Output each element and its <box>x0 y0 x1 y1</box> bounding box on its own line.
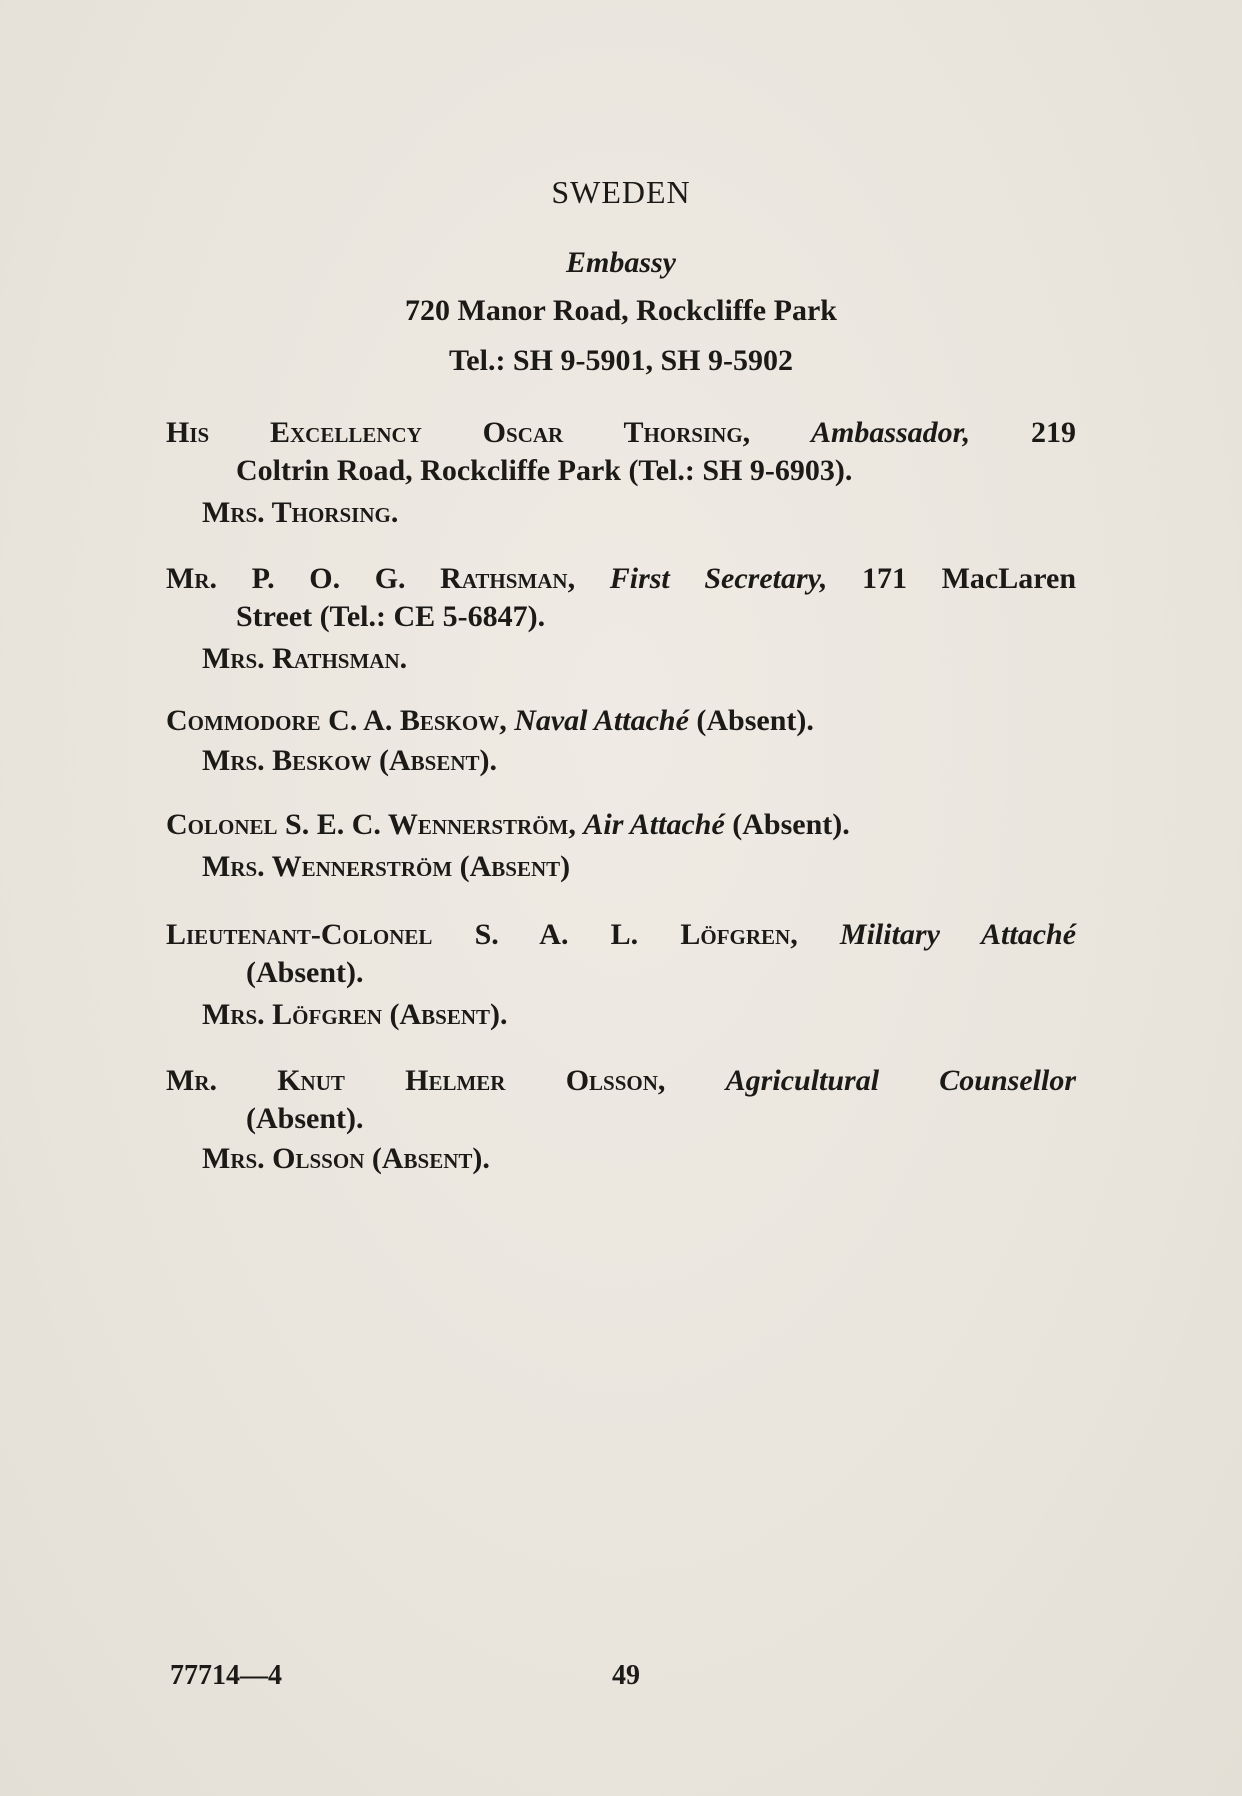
entry-line-2: (Absent). <box>246 1102 364 1135</box>
staff-entry <box>166 414 1076 490</box>
staff-entry <box>166 560 1076 636</box>
person-title: Military Attaché <box>839 918 1077 951</box>
staff-entry <box>166 1062 1076 1138</box>
person-title: Air Attaché <box>583 808 725 841</box>
staff-entry <box>166 916 1076 992</box>
entry-line-1 <box>166 414 1076 452</box>
spouse-entry: Mrs. Beskow (Absent). <box>202 744 498 777</box>
entry-line-1 <box>166 560 1076 598</box>
spouse-entry: Mrs. Rathsman. <box>202 642 408 675</box>
person-title: Ambassador, <box>810 416 971 449</box>
spouse-entry: Mrs. Olsson (Absent). <box>202 1142 490 1175</box>
spouse-entry: Mrs. Löfgren (Absent). <box>202 998 508 1031</box>
page-number: 49 <box>612 1660 640 1691</box>
embassy-address: 720 Manor Road, Rockcliffe Park <box>405 294 837 327</box>
person-title: Agricultural Counsellor <box>725 1064 1077 1097</box>
person-title: Naval Attaché <box>514 704 689 737</box>
entry-status: (Absent). <box>732 808 850 841</box>
entry-status: (Absent). <box>696 704 814 737</box>
embassy-telephone: Tel.: SH 9-5901, SH 9-5902 <box>449 344 793 377</box>
entry-line-2: Coltrin Road, Rockcliffe Park (Tel.: SH 9-6903). <box>236 454 853 487</box>
mission-type: Embassy <box>565 246 676 279</box>
person-name: Mr. P. O. G. Rathsman, <box>166 562 576 595</box>
entry-line-2: (Absent). <box>246 956 364 989</box>
spouse-entry: Mrs. Thorsing. <box>202 496 399 529</box>
person-name: Commodore C. A. Beskow, <box>166 704 507 737</box>
entry-line-2: Street (Tel.: CE 5-6847). <box>236 600 546 633</box>
entry-line-1 <box>166 916 1076 954</box>
staff-entry <box>166 806 1076 844</box>
print-code: 77714—4 <box>170 1660 282 1691</box>
entry-address-start: 171 MacLaren <box>861 562 1077 595</box>
person-name: His Excellency Oscar Thorsing, <box>166 416 751 449</box>
entry-line-1 <box>166 704 814 737</box>
entry-line-1 <box>166 1062 1076 1100</box>
country-heading: SWEDEN <box>551 174 691 210</box>
person-name: Mr. Knut Helmer Olsson, <box>166 1064 666 1097</box>
person-name: Colonel S. E. C. Wennerström, <box>166 808 576 841</box>
person-name: Lieutenant-Colonel S. A. L. Löfgren, <box>166 918 798 951</box>
entry-line-1 <box>166 808 850 841</box>
person-title: First Secretary, <box>609 562 828 595</box>
spouse-entry: Mrs. Wennerström (Absent) <box>202 850 571 883</box>
staff-entry <box>166 702 1076 740</box>
entry-address-start: 219 <box>1031 416 1076 449</box>
